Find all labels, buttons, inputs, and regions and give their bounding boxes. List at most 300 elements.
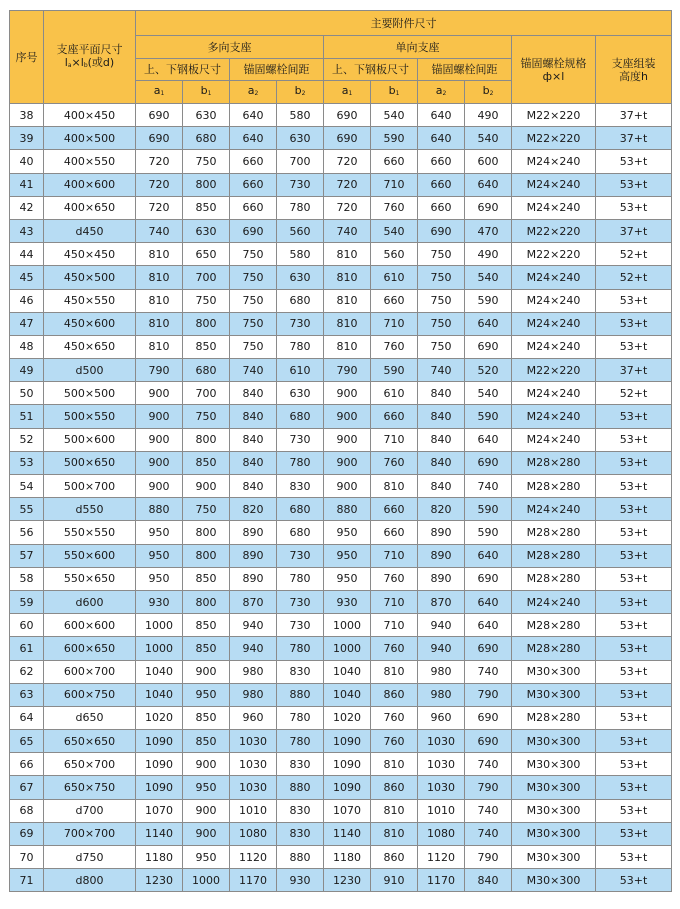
cell-multi-a2: 890: [230, 544, 277, 567]
cell-multi-b2: 880: [277, 683, 324, 706]
cell-seq: 59: [10, 590, 44, 613]
cell-multi-a1: 690: [136, 127, 183, 150]
cell-single-b1: 910: [371, 869, 418, 892]
cell-assembly-height: 53+t: [596, 335, 672, 358]
cell-assembly-height: 53+t: [596, 405, 672, 428]
table-row: [10, 869, 672, 892]
cell-multi-b2: 780: [277, 706, 324, 729]
cell-seq: 42: [10, 196, 44, 219]
cell-single-a2: 1170: [418, 869, 465, 892]
cell-single-a1: 950: [324, 521, 371, 544]
cell-plane-size: d750: [44, 846, 136, 869]
cell-multi-b2: 700: [277, 150, 324, 173]
cell-multi-b2: 580: [277, 104, 324, 127]
cell-multi-b2: 780: [277, 335, 324, 358]
header-seq: 序号: [10, 11, 44, 104]
cell-multi-b1: 680: [183, 359, 230, 382]
cell-multi-a2: 660: [230, 150, 277, 173]
header-plane-size-line2: $l_a\times l_b$(或d): [64, 55, 115, 69]
cell-multi-a2: 640: [230, 127, 277, 150]
cell-multi-b2: 830: [277, 799, 324, 822]
cell-single-a1: 900: [324, 428, 371, 451]
cell-seq: 44: [10, 243, 44, 266]
cell-bolt-spec: M24×240: [512, 173, 596, 196]
cell-multi-a1: 1180: [136, 846, 183, 869]
cell-single-a2: 1120: [418, 846, 465, 869]
cell-bolt-spec: M24×240: [512, 266, 596, 289]
cell-single-a2: 1030: [418, 776, 465, 799]
table-row: [10, 822, 672, 845]
cell-seq: 48: [10, 335, 44, 358]
cell-bolt-spec: M24×240: [512, 405, 596, 428]
cell-single-a2: 740: [418, 359, 465, 382]
cell-plane-size: d450: [44, 219, 136, 242]
cell-single-b2: 540: [465, 382, 512, 405]
cell-multi-b1: 750: [183, 150, 230, 173]
cell-single-b1: 660: [371, 150, 418, 173]
cell-multi-a1: 720: [136, 150, 183, 173]
header-single-a1: $a_1$: [324, 81, 371, 104]
cell-multi-b1: 750: [183, 405, 230, 428]
header-single-steel-plate: 上、下钢板尺寸: [324, 59, 418, 81]
cell-multi-b1: 850: [183, 335, 230, 358]
cell-multi-a2: 940: [230, 637, 277, 660]
cell-assembly-height: 53+t: [596, 822, 672, 845]
cell-multi-a2: 1030: [230, 730, 277, 753]
header-multi-b1: $b_1$: [183, 81, 230, 104]
cell-multi-b2: 930: [277, 869, 324, 892]
table-row: [10, 405, 672, 428]
cell-multi-a2: 1170: [230, 869, 277, 892]
cell-multi-b2: 830: [277, 822, 324, 845]
table-row: [10, 544, 672, 567]
cell-seq: 51: [10, 405, 44, 428]
cell-single-a2: 840: [418, 475, 465, 498]
cell-multi-a1: 900: [136, 451, 183, 474]
cell-seq: 40: [10, 150, 44, 173]
cell-bolt-spec: M30×300: [512, 776, 596, 799]
cell-single-b1: 810: [371, 822, 418, 845]
table-row: [10, 590, 672, 613]
cell-multi-a2: 740: [230, 359, 277, 382]
cell-bolt-spec: M28×280: [512, 475, 596, 498]
cell-seq: 53: [10, 451, 44, 474]
cell-single-b1: 710: [371, 544, 418, 567]
cell-plane-size: 450×650: [44, 335, 136, 358]
cell-multi-a1: 1040: [136, 683, 183, 706]
cell-single-b2: 690: [465, 196, 512, 219]
cell-bolt-spec: M24×240: [512, 150, 596, 173]
cell-single-b1: 540: [371, 104, 418, 127]
cell-multi-a2: 980: [230, 683, 277, 706]
table-row: [10, 266, 672, 289]
header-single-a2: $a_2$: [418, 81, 465, 104]
cell-plane-size: 550×650: [44, 567, 136, 590]
cell-single-a1: 720: [324, 150, 371, 173]
cell-multi-b1: 950: [183, 776, 230, 799]
cell-multi-b1: 650: [183, 243, 230, 266]
cell-single-b1: 810: [371, 475, 418, 498]
cell-single-a1: 1090: [324, 776, 371, 799]
cell-single-b2: 740: [465, 660, 512, 683]
cell-multi-b2: 580: [277, 243, 324, 266]
cell-bolt-spec: M22×220: [512, 104, 596, 127]
cell-single-b2: 740: [465, 822, 512, 845]
table-row: [10, 567, 672, 590]
cell-seq: 71: [10, 869, 44, 892]
cell-plane-size: 650×650: [44, 730, 136, 753]
cell-multi-a2: 890: [230, 567, 277, 590]
cell-single-a1: 1070: [324, 799, 371, 822]
cell-plane-size: d650: [44, 706, 136, 729]
cell-bolt-spec: M30×300: [512, 846, 596, 869]
cell-plane-size: 400×450: [44, 104, 136, 127]
cell-single-a1: 1140: [324, 822, 371, 845]
cell-multi-a1: 1090: [136, 730, 183, 753]
cell-multi-a1: 740: [136, 219, 183, 242]
cell-plane-size: 500×650: [44, 451, 136, 474]
cell-single-b2: 790: [465, 683, 512, 706]
cell-assembly-height: 53+t: [596, 706, 672, 729]
cell-multi-b1: 700: [183, 382, 230, 405]
cell-multi-a1: 1040: [136, 660, 183, 683]
cell-seq: 62: [10, 660, 44, 683]
cell-multi-a1: 930: [136, 590, 183, 613]
cell-bolt-spec: M24×240: [512, 196, 596, 219]
cell-multi-a2: 840: [230, 475, 277, 498]
cell-single-b2: 690: [465, 451, 512, 474]
cell-multi-a2: 960: [230, 706, 277, 729]
cell-bolt-spec: M24×240: [512, 382, 596, 405]
cell-bolt-spec: M30×300: [512, 660, 596, 683]
cell-bolt-spec: M22×220: [512, 127, 596, 150]
table-row: [10, 428, 672, 451]
cell-assembly-height: 53+t: [596, 428, 672, 451]
header-multi-steel-plate: 上、下钢板尺寸: [136, 59, 230, 81]
cell-multi-b2: 560: [277, 219, 324, 242]
cell-single-a1: 900: [324, 451, 371, 474]
cell-single-b2: 640: [465, 312, 512, 335]
cell-multi-b1: 800: [183, 590, 230, 613]
cell-multi-a1: 880: [136, 498, 183, 521]
cell-multi-b1: 800: [183, 173, 230, 196]
cell-single-a1: 1040: [324, 683, 371, 706]
cell-multi-b1: 950: [183, 683, 230, 706]
cell-plane-size: 600×650: [44, 637, 136, 660]
spec-table-container: [9, 10, 671, 892]
cell-seq: 63: [10, 683, 44, 706]
cell-seq: 65: [10, 730, 44, 753]
cell-single-a1: 1040: [324, 660, 371, 683]
cell-single-b1: 540: [371, 219, 418, 242]
cell-multi-b2: 780: [277, 567, 324, 590]
cell-multi-a1: 900: [136, 405, 183, 428]
cell-bolt-spec: M30×300: [512, 753, 596, 776]
cell-single-b1: 710: [371, 173, 418, 196]
cell-multi-b2: 730: [277, 544, 324, 567]
cell-plane-size: 450×450: [44, 243, 136, 266]
cell-seq: 66: [10, 753, 44, 776]
cell-multi-a2: 890: [230, 521, 277, 544]
cell-assembly-height: 52+t: [596, 243, 672, 266]
cell-single-a2: 890: [418, 521, 465, 544]
cell-bolt-spec: M24×240: [512, 335, 596, 358]
cell-single-b2: 590: [465, 521, 512, 544]
cell-single-a1: 790: [324, 359, 371, 382]
header-main-attachment: 主要附件尺寸: [136, 11, 672, 36]
table-row: [10, 289, 672, 312]
cell-single-a2: 840: [418, 451, 465, 474]
cell-single-b2: 690: [465, 567, 512, 590]
cell-bolt-spec: M22×220: [512, 243, 596, 266]
cell-multi-b2: 830: [277, 660, 324, 683]
cell-multi-a2: 750: [230, 335, 277, 358]
table-row: [10, 753, 672, 776]
cell-multi-b1: 950: [183, 846, 230, 869]
cell-seq: 64: [10, 706, 44, 729]
cell-assembly-height: 37+t: [596, 359, 672, 382]
cell-seq: 43: [10, 219, 44, 242]
cell-multi-b2: 830: [277, 753, 324, 776]
cell-multi-a2: 1080: [230, 822, 277, 845]
cell-plane-size: 450×500: [44, 266, 136, 289]
cell-single-b2: 600: [465, 150, 512, 173]
cell-multi-a2: 750: [230, 289, 277, 312]
cell-seq: 57: [10, 544, 44, 567]
cell-bolt-spec: M30×300: [512, 730, 596, 753]
cell-multi-a1: 1070: [136, 799, 183, 822]
table-row: [10, 475, 672, 498]
header-multi-a1: $a_1$: [136, 81, 183, 104]
cell-seq: 67: [10, 776, 44, 799]
header-multi-direction: 多向支座: [136, 36, 324, 59]
cell-multi-b2: 630: [277, 266, 324, 289]
cell-multi-b2: 680: [277, 498, 324, 521]
cell-single-b1: 660: [371, 289, 418, 312]
cell-seq: 69: [10, 822, 44, 845]
cell-single-b2: 690: [465, 335, 512, 358]
cell-bolt-spec: M22×220: [512, 359, 596, 382]
table-row: [10, 173, 672, 196]
cell-single-b2: 490: [465, 104, 512, 127]
cell-plane-size: 400×600: [44, 173, 136, 196]
cell-bolt-spec: M30×300: [512, 869, 596, 892]
cell-plane-size: 550×600: [44, 544, 136, 567]
cell-single-b2: 740: [465, 753, 512, 776]
cell-single-a1: 900: [324, 382, 371, 405]
cell-multi-b1: 800: [183, 428, 230, 451]
cell-multi-a1: 950: [136, 521, 183, 544]
cell-multi-a1: 1020: [136, 706, 183, 729]
cell-multi-b2: 730: [277, 590, 324, 613]
cell-multi-b2: 880: [277, 846, 324, 869]
cell-bolt-spec: M30×300: [512, 822, 596, 845]
cell-multi-a2: 660: [230, 196, 277, 219]
cell-seq: 56: [10, 521, 44, 544]
cell-plane-size: 500×500: [44, 382, 136, 405]
cell-multi-a1: 1230: [136, 869, 183, 892]
cell-single-a2: 840: [418, 428, 465, 451]
cell-multi-a2: 870: [230, 590, 277, 613]
cell-single-b1: 860: [371, 846, 418, 869]
cell-single-b2: 640: [465, 614, 512, 637]
cell-multi-b2: 730: [277, 312, 324, 335]
cell-bolt-spec: M24×240: [512, 498, 596, 521]
cell-multi-a2: 690: [230, 219, 277, 242]
cell-single-b2: 690: [465, 637, 512, 660]
cell-multi-b2: 680: [277, 405, 324, 428]
cell-single-b1: 860: [371, 683, 418, 706]
cell-single-b1: 560: [371, 243, 418, 266]
cell-assembly-height: 53+t: [596, 521, 672, 544]
header-plane-size: [44, 11, 136, 104]
cell-single-b1: 660: [371, 498, 418, 521]
table-row: [10, 451, 672, 474]
cell-bolt-spec: M24×240: [512, 428, 596, 451]
cell-bolt-spec: M30×300: [512, 683, 596, 706]
cell-multi-a2: 750: [230, 243, 277, 266]
cell-plane-size: 400×500: [44, 127, 136, 150]
cell-multi-b1: 900: [183, 475, 230, 498]
cell-plane-size: 500×600: [44, 428, 136, 451]
cell-single-b1: 760: [371, 730, 418, 753]
cell-single-b2: 520: [465, 359, 512, 382]
header-multi-a2: $a_2$: [230, 81, 277, 104]
cell-single-a2: 1030: [418, 730, 465, 753]
cell-multi-b1: 900: [183, 660, 230, 683]
cell-single-b2: 640: [465, 544, 512, 567]
cell-single-a2: 1030: [418, 753, 465, 776]
cell-multi-b2: 610: [277, 359, 324, 382]
cell-single-a1: 720: [324, 196, 371, 219]
header-multi-b2: $b_2$: [277, 81, 324, 104]
table-row: [10, 219, 672, 242]
cell-assembly-height: 53+t: [596, 753, 672, 776]
cell-single-a1: 1020: [324, 706, 371, 729]
cell-single-a2: 980: [418, 660, 465, 683]
cell-multi-b2: 730: [277, 614, 324, 637]
cell-single-b2: 590: [465, 289, 512, 312]
table-row: [10, 196, 672, 219]
cell-multi-b1: 800: [183, 544, 230, 567]
cell-single-b1: 760: [371, 567, 418, 590]
cell-multi-a2: 640: [230, 104, 277, 127]
cell-single-a2: 940: [418, 637, 465, 660]
header-single-b2: $b_2$: [465, 81, 512, 104]
cell-multi-a1: 690: [136, 104, 183, 127]
cell-bolt-spec: M28×280: [512, 567, 596, 590]
cell-single-b1: 610: [371, 266, 418, 289]
cell-plane-size: 600×600: [44, 614, 136, 637]
cell-assembly-height: 53+t: [596, 846, 672, 869]
cell-multi-a1: 950: [136, 567, 183, 590]
cell-plane-size: 400×550: [44, 150, 136, 173]
cell-multi-b1: 800: [183, 312, 230, 335]
cell-single-a2: 640: [418, 127, 465, 150]
cell-single-b2: 640: [465, 428, 512, 451]
cell-single-b2: 470: [465, 219, 512, 242]
cell-multi-b1: 800: [183, 521, 230, 544]
cell-seq: 49: [10, 359, 44, 382]
cell-assembly-height: 53+t: [596, 590, 672, 613]
cell-single-a2: 660: [418, 173, 465, 196]
cell-assembly-height: 53+t: [596, 567, 672, 590]
cell-multi-b1: 850: [183, 196, 230, 219]
cell-single-a1: 1000: [324, 637, 371, 660]
cell-assembly-height: 53+t: [596, 196, 672, 219]
cell-single-b2: 790: [465, 776, 512, 799]
cell-single-b2: 490: [465, 243, 512, 266]
cell-single-b1: 760: [371, 706, 418, 729]
cell-multi-a1: 790: [136, 359, 183, 382]
cell-multi-a1: 1090: [136, 776, 183, 799]
cell-multi-b1: 850: [183, 614, 230, 637]
cell-plane-size: 600×750: [44, 683, 136, 706]
cell-multi-a2: 840: [230, 451, 277, 474]
cell-assembly-height: 53+t: [596, 799, 672, 822]
cell-single-a2: 840: [418, 382, 465, 405]
table-body: [10, 104, 672, 892]
cell-seq: 58: [10, 567, 44, 590]
table-row: [10, 312, 672, 335]
cell-single-b2: 540: [465, 266, 512, 289]
cell-multi-a1: 810: [136, 312, 183, 335]
cell-seq: 55: [10, 498, 44, 521]
cell-single-a1: 810: [324, 312, 371, 335]
cell-multi-a1: 900: [136, 382, 183, 405]
cell-single-a1: 900: [324, 405, 371, 428]
cell-assembly-height: 37+t: [596, 219, 672, 242]
header-single-direction: 单向支座: [324, 36, 512, 59]
cell-multi-b2: 780: [277, 451, 324, 474]
cell-seq: 70: [10, 846, 44, 869]
cell-multi-a1: 720: [136, 173, 183, 196]
cell-seq: 52: [10, 428, 44, 451]
cell-single-a1: 690: [324, 104, 371, 127]
cell-single-a1: 880: [324, 498, 371, 521]
cell-single-a1: 1090: [324, 753, 371, 776]
cell-multi-a2: 840: [230, 428, 277, 451]
cell-multi-b1: 850: [183, 637, 230, 660]
cell-single-b2: 640: [465, 173, 512, 196]
cell-plane-size: d600: [44, 590, 136, 613]
cell-bolt-spec: M24×240: [512, 590, 596, 613]
cell-single-b2: 690: [465, 730, 512, 753]
cell-single-a1: 1090: [324, 730, 371, 753]
header-single-b1: $b_1$: [371, 81, 418, 104]
cell-assembly-height: 53+t: [596, 776, 672, 799]
cell-assembly-height: 53+t: [596, 498, 672, 521]
cell-seq: 39: [10, 127, 44, 150]
cell-single-a2: 640: [418, 104, 465, 127]
cell-assembly-height: 53+t: [596, 637, 672, 660]
cell-single-a2: 1010: [418, 799, 465, 822]
header-bolt-spec: 锚固螺栓规格 ф×l: [512, 36, 596, 104]
cell-single-a2: 1080: [418, 822, 465, 845]
cell-single-a2: 980: [418, 683, 465, 706]
cell-single-a1: 810: [324, 335, 371, 358]
cell-seq: 50: [10, 382, 44, 405]
cell-bolt-spec: M30×300: [512, 799, 596, 822]
table-row: [10, 382, 672, 405]
cell-seq: 41: [10, 173, 44, 196]
cell-plane-size: 400×650: [44, 196, 136, 219]
table-row: [10, 846, 672, 869]
cell-multi-b2: 730: [277, 173, 324, 196]
cell-single-b2: 790: [465, 846, 512, 869]
cell-single-b1: 860: [371, 776, 418, 799]
cell-single-a2: 820: [418, 498, 465, 521]
